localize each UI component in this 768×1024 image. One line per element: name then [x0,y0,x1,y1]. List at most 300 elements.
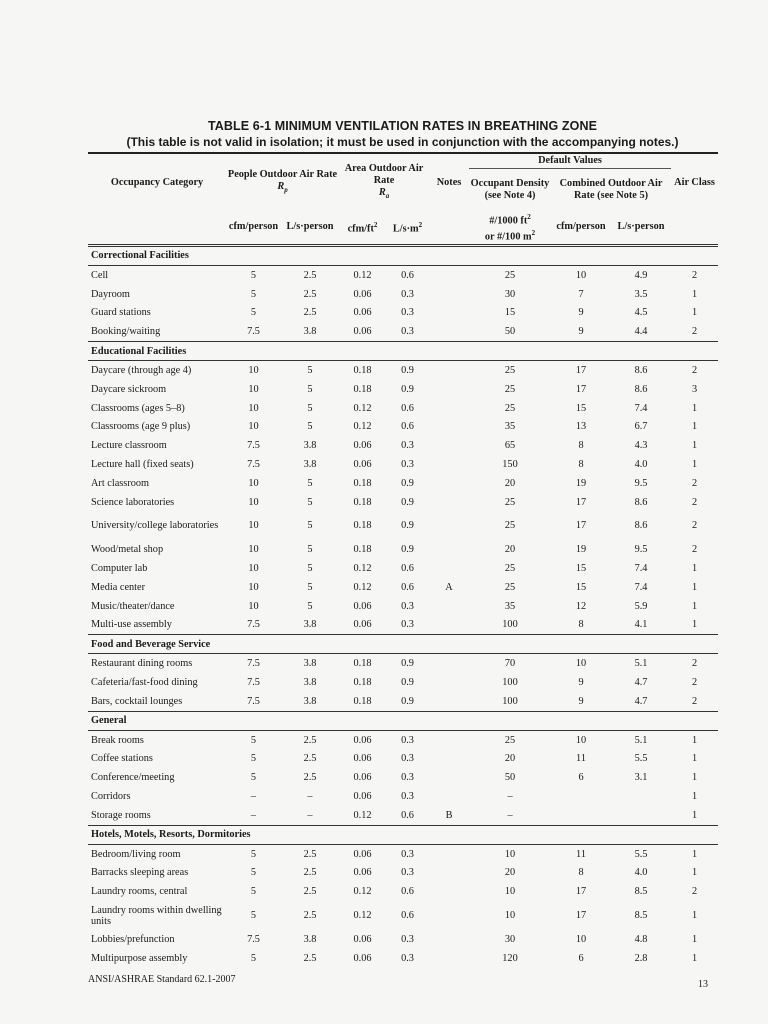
cell-air-class: 1 [691,307,698,319]
cell-rp-cfm: 5 [250,848,257,860]
table-row [88,559,718,578]
table-row [88,750,718,769]
cell-density: 25 [504,402,516,414]
cell-ra-ls: 0.3 [401,753,414,765]
cell-ra-cfm: 0.12 [353,402,372,414]
cell-category: Multipurpose assembly [91,952,188,964]
cell-combined-cfm: 17 [575,520,587,532]
cell-ra-cfm: 0.18 [353,520,372,532]
cell-rp-ls: 3.8 [303,326,317,338]
cell-rp-cfm: 10 [248,563,259,575]
table-row [88,303,718,322]
header-combined-rate: Combined Outdoor Air Rate (see Note 5) [559,178,663,201]
cell-density: 25 [504,734,516,746]
cell-density: 120 [502,952,518,964]
cell-combined-cfm [551,787,611,806]
cell-air-class: 2 [691,326,698,338]
cell-combined-ls: 3.5 [634,288,648,300]
cell-combined-ls: 4.5 [634,307,648,319]
cell-ra-cfm: 0.18 [353,695,372,707]
cell-density: 10 [504,910,516,922]
cell-rp-cfm: 5 [250,952,257,964]
cell-category: Booking/waiting [91,326,161,338]
cell-combined-ls: 4.3 [634,440,648,452]
header-people-symbol: R [277,180,285,192]
cell-category: Break rooms [91,734,144,746]
cell-category: Conference/meeting [91,772,175,784]
cell-rp-ls: 2.5 [303,269,317,281]
cell-combined-ls: 5.5 [634,848,648,860]
cell-notes: A [445,581,453,593]
cell-air-class: 2 [691,477,698,489]
table-row [88,436,718,455]
cell-combined-cfm: 17 [575,910,587,922]
cell-ra-ls: 0.3 [401,934,414,946]
cell-category: Storage rooms [91,809,151,821]
cell-combined-ls: 8.5 [634,910,648,922]
cell-density: 10 [504,848,516,860]
cell-ra-cfm: 0.18 [353,544,372,556]
header-occupancy-category: Occupancy Category [88,153,226,211]
cell-combined-cfm: 10 [575,269,587,281]
cell-notes [429,949,469,968]
cell-combined-ls: 4.0 [634,458,648,470]
unit-cfm-ft2-exp: 2 [373,221,378,230]
cell-ra-cfm: 0.06 [353,734,372,746]
cell-air-class: 1 [691,600,698,612]
section-title: Food and Beverage Service [88,635,718,654]
header-area-subscript: a [385,192,390,201]
table-row [88,949,718,968]
cell-rp-cfm: 7.5 [247,326,260,338]
cell-density: – [507,809,513,821]
cell-ra-cfm: 0.06 [353,848,372,860]
cell-ra-cfm: 0.06 [353,458,372,470]
cell-ra-cfm: 0.12 [353,563,372,575]
cell-ra-cfm: 0.06 [353,307,372,319]
cell-rp-ls: 2.5 [303,753,317,765]
unit-cfm-ft2 [339,211,386,245]
cell-ra-ls: 0.6 [401,269,414,281]
unit-cfm-person: cfm/person [226,211,281,245]
cell-category: Music/theater/dance [91,600,175,612]
cell-rp-cfm: 5 [250,753,257,765]
cell-combined-cfm: 12 [575,600,587,612]
cell-rp-cfm: 10 [248,383,259,395]
cell-air-class: 2 [691,364,698,376]
cell-combined-ls: 8.6 [634,520,648,532]
header-people-rate-label: People Outdoor Air Rate [227,168,338,180]
cell-notes [429,901,469,930]
cell-air-class: 1 [691,440,698,452]
cell-ra-cfm: 0.18 [353,477,372,489]
header-default-values: Default Values [469,153,671,169]
cell-category: Science laboratories [91,496,175,508]
cell-ra-cfm: 0.06 [353,867,372,879]
cell-density: 25 [504,269,516,281]
cell-air-class: 2 [691,658,698,670]
cell-ra-ls: 0.9 [401,520,414,532]
cell-rp-cfm: 5 [250,886,257,898]
cell-air-class: 2 [691,269,698,281]
cell-ra-cfm: 0.06 [353,600,372,612]
cell-combined-ls: 5.1 [634,658,648,670]
cell-density: 25 [504,364,516,376]
cell-density: 35 [504,421,516,433]
cell-ra-ls: 0.3 [401,288,414,300]
cell-ra-cfm: 0.06 [353,440,372,452]
cell-notes [429,399,469,418]
cell-ra-cfm: 0.12 [353,910,372,922]
cell-combined-ls: 7.4 [634,402,648,414]
cell-density: 25 [504,563,516,575]
cell-air-class: 1 [691,458,698,470]
cell-density: 25 [504,581,516,593]
cell-density: 50 [504,326,516,338]
cell-rp-cfm: 10 [248,520,259,532]
table-row [88,540,718,559]
cell-notes [429,303,469,322]
cell-ra-ls: 0.6 [401,910,414,922]
cell-ra-cfm: 0.12 [353,269,372,281]
cell-notes [429,730,469,749]
cell-combined-ls: 8.6 [634,364,648,376]
cell-notes [429,380,469,399]
cell-density: 25 [504,520,516,532]
cell-notes [429,750,469,769]
cell-rp-ls: 2.5 [303,848,317,860]
cell-air-class: 1 [691,848,698,860]
cell-combined-cfm: 11 [576,848,586,860]
cell-rp-ls: 5 [307,520,313,532]
cell-category: University/college laboratories [91,520,219,532]
cell-ra-ls: 0.9 [401,496,414,508]
cell-category: Daycare (through age 4) [91,364,192,376]
cell-density: 150 [502,458,518,470]
table-row [88,844,718,863]
cell-rp-ls: 2.5 [303,734,317,746]
section-header-row [88,711,718,730]
cell-rp-ls: 5 [307,496,313,508]
cell-rp-cfm: 10 [248,600,259,612]
cell-ra-ls: 0.3 [401,326,414,338]
cell-rp-ls: 2.5 [303,307,317,319]
cell-air-class: 1 [691,288,698,300]
cell-notes [429,787,469,806]
cell-category: Cell [91,269,109,281]
cell-combined-cfm: 17 [575,496,587,508]
cell-category: Laundry rooms, central [91,886,188,898]
unit-ls-person: L/s·person [281,211,339,245]
cell-rp-ls: 3.8 [303,619,317,631]
cell-notes [429,493,469,512]
unit-density-a: #/1000 ft [489,215,528,227]
cell-notes [429,322,469,341]
table-row [88,654,718,673]
cell-density: – [507,791,513,803]
cell-ra-cfm: 0.18 [353,364,372,376]
section-header-row [88,635,718,654]
cell-notes [429,692,469,711]
cell-combined-cfm: 13 [575,421,587,433]
cell-ra-ls: 0.9 [401,695,414,707]
cell-ra-cfm: 0.06 [353,934,372,946]
cell-combined-cfm: 8 [578,458,584,470]
section-title: General [88,711,718,730]
cell-air-class: 1 [691,910,698,922]
cell-combined-cfm: 9 [578,307,584,319]
table-row [88,265,718,284]
cell-ra-cfm: 0.12 [353,809,372,821]
cell-combined-ls: 8.6 [634,383,648,395]
cell-combined-ls: 5.9 [634,600,648,612]
cell-ra-cfm: 0.06 [353,326,372,338]
cell-combined-cfm: 10 [575,934,587,946]
cell-combined-ls [611,787,671,806]
cell-combined-cfm: 15 [575,581,587,593]
header-people-subscript: p [284,186,288,195]
cell-rp-cfm: 7.5 [247,440,260,452]
cell-rp-cfm: 7.5 [247,677,260,689]
cell-ra-ls: 0.9 [401,677,414,689]
cell-density: 20 [504,753,516,765]
unit-combined-ls-person: L/s·person [611,211,671,245]
cell-rp-ls: 5 [307,364,313,376]
cell-rp-cfm: 10 [248,496,259,508]
cell-ra-cfm: 0.18 [353,658,372,670]
cell-rp-cfm: – [250,791,257,803]
cell-notes [429,436,469,455]
unit-ls-m2-exp: 2 [418,221,423,230]
cell-ra-ls: 0.3 [401,307,414,319]
table-row [88,380,718,399]
footer-standard: ANSI/ASHRAE Standard 62.1-2007 [88,974,236,985]
cell-ra-cfm: 0.18 [353,677,372,689]
header-people-rate [226,153,339,211]
cell-rp-cfm: 10 [248,402,259,414]
section-header-row [88,342,718,361]
cell-air-class: 1 [691,402,698,414]
unit-density-b: or #/100 m [484,231,532,243]
cell-ra-ls: 0.3 [401,952,414,964]
page-number: 13 [698,979,708,990]
cell-density: 15 [504,307,516,319]
cell-rp-cfm: 10 [248,544,259,556]
cell-density: 100 [502,677,518,689]
table-row [88,901,718,930]
cell-ra-ls: 0.9 [401,544,414,556]
header-notes: Notes [429,153,469,211]
table-row [88,511,718,540]
cell-ra-ls: 0.3 [401,458,414,470]
cell-combined-cfm: 8 [578,867,584,879]
cell-air-class: 1 [691,734,698,746]
cell-notes [429,616,469,635]
cell-rp-ls: 3.8 [303,458,317,470]
cell-rp-cfm: 7.5 [247,934,260,946]
table-row [88,417,718,436]
cell-combined-cfm: 19 [575,544,587,556]
cell-air-class: 2 [691,520,698,532]
table-row [88,322,718,341]
cell-density: 25 [504,496,516,508]
cell-density: 20 [504,477,516,489]
cell-rp-cfm: 10 [248,364,259,376]
table-row [88,474,718,493]
table-header [88,153,718,245]
cell-notes [429,417,469,436]
cell-notes [429,844,469,863]
cell-rp-cfm: 5 [250,288,257,300]
cell-rp-cfm: 10 [248,477,259,489]
cell-category: Art classroom [91,477,150,489]
cell-rp-ls: 5 [307,581,313,593]
cell-ra-ls: 0.3 [401,619,414,631]
cell-rp-ls: 2.5 [303,910,317,922]
cell-category: Classrooms (age 9 plus) [91,421,191,433]
cell-combined-ls [611,806,671,825]
cell-ra-ls: 0.6 [401,402,414,414]
cell-notes [429,768,469,787]
table-row [88,787,718,806]
unit-cfm-ft2-label: cfm/ft [347,223,374,235]
unit-combined-cfm-person: cfm/person [551,211,611,245]
cell-category: Guard stations [91,307,151,319]
cell-combined-ls: 9.5 [634,477,648,489]
cell-ra-cfm: 0.06 [353,952,372,964]
cell-rp-cfm: 7.5 [247,458,260,470]
cell-combined-ls: 7.4 [634,563,648,575]
cell-rp-ls: 5 [307,421,313,433]
cell-combined-cfm: 11 [576,753,586,765]
cell-combined-cfm: 15 [575,563,587,575]
cell-combined-cfm: 19 [575,477,587,489]
cell-ra-ls: 0.9 [401,477,414,489]
cell-ra-ls: 0.3 [401,600,414,612]
cell-category: Media center [91,581,146,593]
cell-notes [429,511,469,540]
cell-notes [429,265,469,284]
cell-rp-cfm: 7.5 [247,619,260,631]
cell-combined-ls: 7.4 [634,581,648,593]
cell-rp-cfm: 7.5 [247,695,260,707]
cell-combined-cfm: 8 [578,440,584,452]
cell-air-class: 2 [691,886,698,898]
header-area-symbol: R [378,186,386,198]
cell-rp-ls: 2.5 [303,772,317,784]
cell-rp-ls: 2.5 [303,952,317,964]
cell-ra-cfm: 0.06 [353,619,372,631]
cell-notes [429,673,469,692]
cell-rp-cfm: – [250,809,257,821]
cell-combined-cfm: 15 [575,402,587,414]
cell-rp-cfm: 10 [248,421,259,433]
cell-ra-cfm: 0.06 [353,791,372,803]
cell-rp-ls: 5 [307,544,313,556]
cell-combined-ls: 4.4 [634,326,648,338]
cell-notes [429,285,469,304]
cell-ra-ls: 0.3 [401,791,414,803]
cell-combined-ls: 8.6 [634,496,648,508]
section-header-row [88,825,718,844]
cell-notes [429,864,469,883]
cell-ra-ls: 0.9 [401,658,414,670]
table-row [88,399,718,418]
cell-combined-cfm: 6 [578,772,584,784]
cell-air-class: 1 [691,753,698,765]
cell-air-class: 1 [691,772,698,784]
cell-notes [429,474,469,493]
cell-ra-ls: 0.6 [401,581,414,593]
cell-air-class: 2 [691,695,698,707]
cell-rp-ls: 3.8 [303,695,317,707]
cell-rp-cfm: 5 [250,772,257,784]
cell-rp-ls: 3.8 [303,677,317,689]
table-row [88,578,718,597]
cell-category: Lecture hall (fixed seats) [91,458,194,470]
table-row [88,361,718,380]
header-occupant-density: Occupant Density (see Note 4) [470,178,550,201]
table-row [88,730,718,749]
section-title: Educational Facilities [88,342,718,361]
cell-rp-ls: 5 [307,477,313,489]
cell-rp-cfm: 5 [250,910,257,922]
cell-rp-cfm: 5 [250,734,257,746]
cell-rp-ls: 5 [307,402,313,414]
cell-density: 100 [502,619,518,631]
unit-class-blank [671,211,718,245]
cell-density: 70 [504,658,516,670]
table-row [88,882,718,901]
unit-density [469,211,551,245]
cell-air-class: 1 [691,952,698,964]
cell-combined-ls: 4.7 [634,695,648,707]
cell-density: 20 [504,867,516,879]
cell-combined-ls: 4.9 [634,269,648,281]
cell-density: 25 [504,383,516,395]
cell-density: 30 [504,934,516,946]
cell-ra-ls: 0.6 [401,421,414,433]
cell-notes [429,597,469,616]
cell-air-class: 1 [691,934,698,946]
cell-rp-ls: – [307,809,313,821]
table-row [88,616,718,635]
cell-rp-ls: 3.8 [303,440,317,452]
cell-density: 35 [504,600,516,612]
cell-category: Barracks sleeping areas [91,867,189,879]
cell-notes [429,540,469,559]
cell-combined-cfm: 9 [578,695,584,707]
unit-ls-m2 [386,211,429,245]
cell-combined-ls: 4.0 [634,867,648,879]
cell-rp-ls: 5 [307,383,313,395]
cell-rp-cfm: 5 [250,867,257,879]
unit-notes-blank [429,211,469,245]
cell-combined-cfm: 10 [575,658,587,670]
cell-ra-cfm: 0.06 [353,772,372,784]
cell-combined-cfm [551,806,611,825]
cell-density: 65 [504,440,516,452]
cell-rp-cfm: 10 [248,581,259,593]
cell-ra-ls: 0.3 [401,867,414,879]
cell-ra-cfm: 0.06 [353,288,372,300]
header-air-class: Air Class [671,153,718,211]
cell-combined-ls: 4.8 [634,934,648,946]
cell-ra-ls: 0.3 [401,734,414,746]
cell-air-class: 2 [691,544,698,556]
cell-ra-ls: 0.9 [401,383,414,395]
cell-ra-ls: 0.6 [401,563,414,575]
